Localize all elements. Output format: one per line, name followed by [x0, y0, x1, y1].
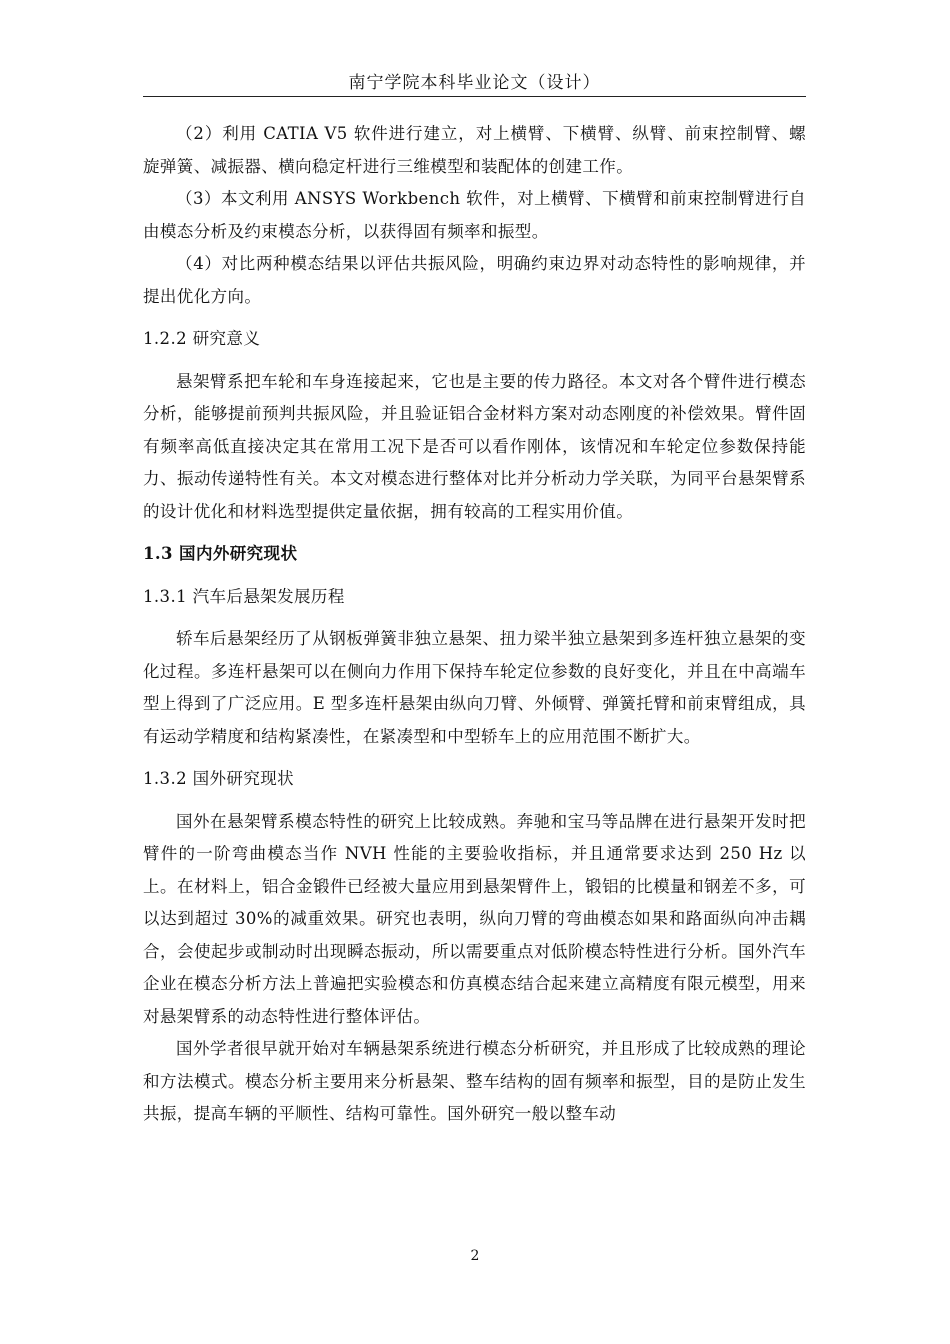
list-item-4: （4）对比两种模态结果以评估共振风险，明确约束边界对动态特性的影响规律，并提出优化方向。 [143, 254, 806, 306]
list-item-3: （3）本文利用 ANSYS Workbench 软件，对上横臂、下横臂和前束控制臂进行自由模态分析及约束模态分析，以获得固有频率和振型。 [143, 189, 806, 241]
paragraph-suspension-history: 轿车后悬架经历了从钢板弹簧非独立悬架、扭力梁半独立悬架到多连杆独立悬架的变化过程。多连杆悬架可以在侧向力作用下保持车轮定位参数的良好变化，并且在中高端车型上得到了广泛应用。E 型多连杆悬架由纵向刀臂、外倾臂、弹簧托臂和前束臂组成，具有运动学精度和结构紧凑性，在紧凑型和中型轿车上的应用范围不断扩大。 [143, 629, 806, 746]
section-heading-1-3: 1.3 国内外研究现状 [143, 544, 298, 563]
section-heading-1-3-2: 1.3.2 国外研究现状 [143, 769, 295, 788]
section-heading-1-2-2: 1.2.2 研究意义 [143, 329, 261, 348]
paragraph-foreign-research-1: 国外在悬架臂系模态特性的研究上比较成熟。奔驰和宝马等品牌在进行悬架开发时把臂件的一阶弯曲模态当作 NVH 性能的主要验收指标，并且通常要求达到 250 Hz 以上。在材料上，铝合金锻件已经被大量应用到悬架臂件上，锻铝的比模量和钢差不多，可以达到超过 30%的减重效果。研究也表明，纵向刀臂的弯曲模态如果和路面纵向冲击耦合，会使起步或制动时出现瞬态振动，所以需要重点对低阶模态特性进行分析。国外汽车企业在模态分析方法上普遍把实验模态和仿真模态结合起来建立高精度有限元模型，用来对悬架臂系的动态特性进行整体评估。 [143, 811, 806, 1026]
list-item-2: （2）利用 CATIA V5 软件进行建立，对上横臂、下横臂、纵臂、前束控制臂、螺旋弹簧、减振器、横向稳定杆进行三维模型和装配体的创建工作。 [143, 124, 806, 176]
paragraph-foreign-research-2: 国外学者很早就开始对车辆悬架系统进行模态分析研究，并且形成了比较成熟的理论和方法模式。模态分析主要用来分析悬架、整车结构的固有频率和振型，目的是防止发生共振，提高车辆的平顺性、结构可靠性。国外研究一般以整车动 [143, 1039, 806, 1123]
paragraph-research-significance: 悬架臂系把车轮和车身连接起来，它也是主要的传力路径。本文对各个臂件进行模态分析，能够提前预判共振风险，并且验证铝合金材料方案对动态刚度的补偿效果。臂件固有频率高低直接决定其在常用工况下是否可以看作刚体，该情况和车轮定位参数保持能力、振动传递特性有关。本文对模态进行整体对比并分析动力学关联，为同平台悬架臂系的设计优化和材料选型提供定量依据，拥有较高的工程实用价值。 [143, 371, 806, 521]
section-heading-1-3-1: 1.3.1 汽车后悬架发展历程 [143, 586, 345, 606]
page-body [143, 118, 806, 1131]
page-header-title: 南宁学院本科毕业论文（设计） [348, 73, 601, 93]
page-number: 2 [470, 1248, 480, 1264]
header-divider [143, 96, 806, 97]
